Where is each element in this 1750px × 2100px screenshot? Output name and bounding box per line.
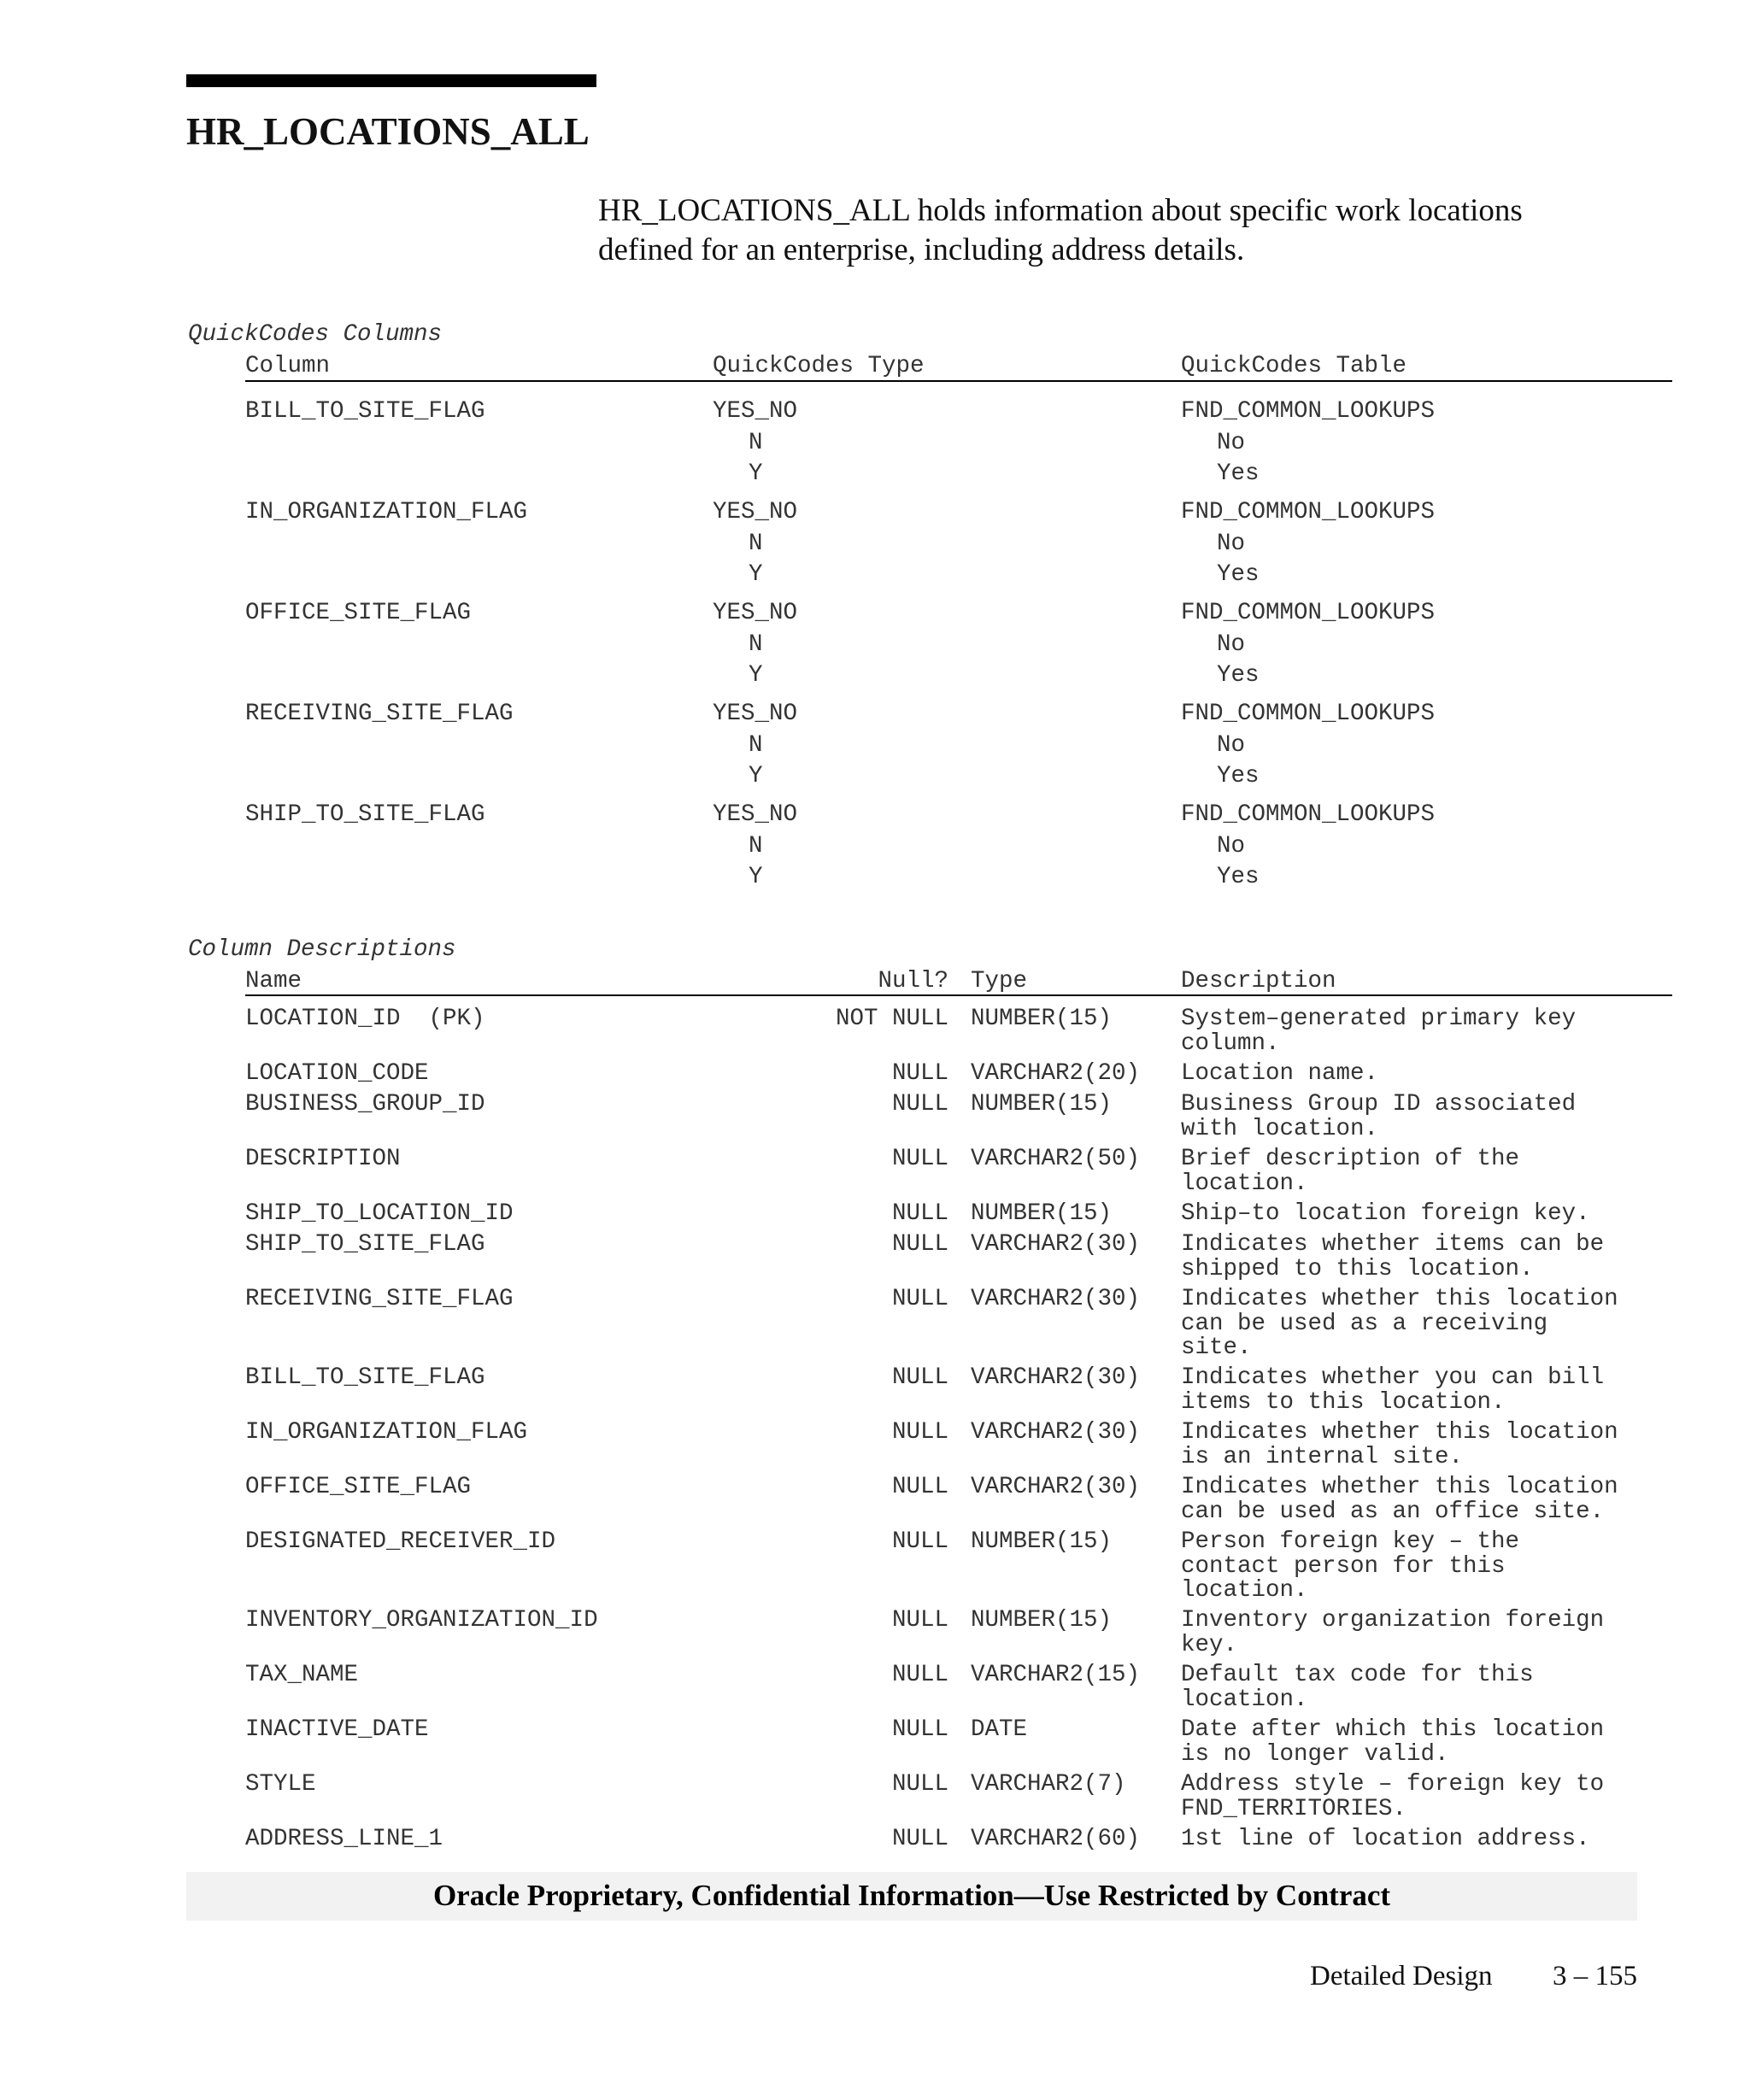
quickcodes-meaning: Yes [1217,662,1260,689]
column-description-line: Location name. [1181,1060,1379,1087]
quickcodes-code: N [749,530,763,557]
quickcodes-meaning: No [1217,731,1246,759]
column-name: STYLE [245,1771,316,1798]
quickcodes-column-name: IN_ORGANIZATION_FLAG [245,499,528,525]
column-description-line: 1st line of location address. [1181,1826,1590,1852]
column-type: VARCHAR2(30) [971,1419,1141,1446]
column-description-line: can be used as an office site. [1181,1498,1605,1525]
page-title: HR_LOCATIONS_ALL [186,110,590,153]
column-null: NULL [891,1200,948,1227]
quickcodes-column-name: SHIP_TO_SITE_FLAG [245,801,485,828]
quickcodes-meaning: Yes [1217,561,1260,588]
intro-paragraph [598,191,1675,270]
column-name: SHIP_TO_LOCATION_ID [245,1200,514,1227]
title-rule [186,74,596,87]
quickcodes-meaning: Yes [1217,864,1260,890]
columns-header-type: Type [971,968,1028,994]
column-type: VARCHAR2(50) [971,1146,1141,1172]
columns-section-label: Column Descriptions [188,936,456,963]
intro-line: HR_LOCATIONS_ALL holds information about specific work locations [598,193,1523,228]
column-type: VARCHAR2(30) [971,1474,1141,1500]
column-description-line: Person foreign key – the [1181,1528,1520,1555]
column-name: LOCATION_ID (PK) [245,1006,485,1032]
quickcodes-code: Y [749,662,763,689]
column-name: IN_ORGANIZATION_FLAG [245,1419,528,1446]
column-description-line: Brief description of the [1181,1146,1520,1172]
quickcodes-type: YES_NO [713,701,798,727]
quickcodes-code: Y [749,561,763,588]
quickcodes-header-column: Column [245,353,331,379]
quickcodes-meaning: No [1217,530,1246,557]
column-type: DATE [971,1716,1028,1743]
quickcodes-code: N [749,731,763,759]
columns-header-rule [245,994,1672,996]
intro-line: defined for an enterprise, including address details. [598,232,1245,267]
columns-header-description: Description [1181,968,1336,994]
quickcodes-column-name: RECEIVING_SITE_FLAG [245,701,514,727]
column-null: NULL [891,1771,948,1798]
column-type: VARCHAR2(20) [971,1060,1141,1087]
column-description-line: column. [1181,1029,1280,1057]
quickcodes-type: YES_NO [713,801,798,828]
quickcodes-header-type: QuickCodes Type [713,353,925,379]
column-name: INVENTORY_ORGANIZATION_ID [245,1607,598,1634]
quickcodes-table-name: FND_COMMON_LOOKUPS [1181,398,1436,425]
column-description-line: location. [1181,1686,1308,1713]
quickcodes-meaning: Yes [1217,460,1260,487]
column-name: ADDRESS_LINE_1 [245,1826,443,1852]
quickcodes-code: N [749,429,763,456]
quickcodes-meaning: No [1217,429,1246,456]
column-type: VARCHAR2(30) [971,1231,1141,1258]
column-type: NUMBER(15) [971,1607,1113,1634]
column-description-line: with location. [1181,1115,1379,1142]
confidential-text: Oracle Proprietary, Confidential Information––Use Restricted by Contract [432,1879,1391,1912]
quickcodes-type: YES_NO [713,398,798,425]
column-description-line: site. [1181,1334,1252,1361]
quickcodes-column-name: OFFICE_SITE_FLAG [245,600,472,626]
column-null: NULL [891,1286,948,1312]
quickcodes-code: N [749,631,763,658]
quickcodes-meaning: Yes [1217,763,1260,789]
column-description-line: System–generated primary key [1181,1006,1577,1032]
column-name: BUSINESS_GROUP_ID [245,1091,485,1117]
quickcodes-header-rule [245,380,1672,382]
column-null: NULL [891,1091,948,1117]
quickcodes-type: YES_NO [713,499,798,525]
footer-page-number: 3 – 155 [1553,1961,1637,1991]
column-null: NULL [891,1474,948,1500]
column-description-line: location. [1181,1170,1308,1197]
column-name: SHIP_TO_SITE_FLAG [245,1231,485,1258]
quickcodes-code: Y [749,864,763,890]
column-type: VARCHAR2(30) [971,1286,1141,1312]
column-description-line: items to this location. [1181,1388,1506,1416]
quickcodes-type: YES_NO [713,600,798,626]
column-description-line: Address style – foreign key to [1181,1771,1605,1798]
quickcodes-section-label: QuickCodes Columns [188,321,443,348]
column-description-line: is no longer valid. [1181,1740,1449,1768]
column-description-line: FND_TERRITORIES. [1181,1795,1407,1822]
column-description-line: Business Group ID associated [1181,1091,1577,1117]
quickcodes-meaning: No [1217,832,1246,859]
column-description-line: location. [1181,1577,1308,1604]
column-name: TAX_NAME [245,1662,359,1688]
column-null: NULL [891,1231,948,1258]
column-type: NUMBER(15) [971,1091,1113,1117]
quickcodes-header-table: QuickCodes Table [1181,353,1407,379]
quickcodes-meaning: No [1217,631,1246,658]
column-name: DESIGNATED_RECEIVER_ID [245,1528,556,1555]
column-description-line: Date after which this location [1181,1716,1605,1743]
column-null: NULL [891,1528,948,1555]
quickcodes-table-name: FND_COMMON_LOOKUPS [1181,600,1436,626]
columns-header-null: Null? [878,968,948,994]
column-name: INACTIVE_DATE [245,1716,429,1743]
quickcodes-table-name: FND_COMMON_LOOKUPS [1181,499,1436,525]
column-type: NUMBER(15) [971,1200,1113,1227]
column-description-line: shipped to this location. [1181,1255,1534,1282]
column-description-line: Default tax code for this [1181,1662,1534,1688]
column-name: OFFICE_SITE_FLAG [245,1474,472,1500]
column-description-line: Ship–to location foreign key. [1181,1200,1590,1227]
column-null: NULL [891,1419,948,1446]
column-null: NULL [891,1662,948,1688]
column-null: NULL [891,1364,948,1391]
column-type: NUMBER(15) [971,1006,1113,1032]
column-type: VARCHAR2(60) [971,1826,1141,1852]
quickcodes-table-name: FND_COMMON_LOOKUPS [1181,801,1436,828]
confidential-banner [186,1872,1637,1921]
quickcodes-code: Y [749,460,763,487]
column-description-line: Indicates whether this location [1181,1474,1618,1500]
column-type: VARCHAR2(15) [971,1662,1141,1688]
column-description-line: Indicates whether items can be [1181,1231,1605,1258]
column-name: LOCATION_CODE [245,1060,429,1087]
column-type: VARCHAR2(30) [971,1364,1141,1391]
column-description-line: Inventory organization foreign [1181,1607,1605,1634]
column-name: BILL_TO_SITE_FLAG [245,1364,485,1391]
column-description-line: Indicates whether this location [1181,1286,1618,1312]
column-null: NULL [891,1607,948,1634]
column-description-line: Indicates whether this location [1181,1419,1618,1446]
quickcodes-column-name: BILL_TO_SITE_FLAG [245,398,485,425]
column-description-line: contact person for this [1181,1552,1506,1580]
quickcodes-code: N [749,832,763,859]
column-type: NUMBER(15) [971,1528,1113,1555]
column-description-line: Indicates whether you can bill [1181,1364,1605,1391]
columns-header-name: Name [245,968,302,994]
column-description-line: can be used as a receiving [1181,1310,1548,1337]
column-null: NULL [891,1716,948,1743]
column-null: NOT NULL [835,1006,948,1032]
column-null: NULL [891,1146,948,1172]
quickcodes-code: Y [749,763,763,789]
column-description-line: key. [1181,1631,1238,1658]
column-name: DESCRIPTION [245,1146,401,1172]
quickcodes-table-name: FND_COMMON_LOOKUPS [1181,701,1436,727]
column-type: VARCHAR2(7) [971,1771,1126,1798]
column-null: NULL [891,1826,948,1852]
footer-section-name: Detailed Design [1310,1961,1493,1991]
column-name: RECEIVING_SITE_FLAG [245,1286,514,1312]
column-description-line: is an internal site. [1181,1443,1464,1470]
column-null: NULL [891,1060,948,1087]
